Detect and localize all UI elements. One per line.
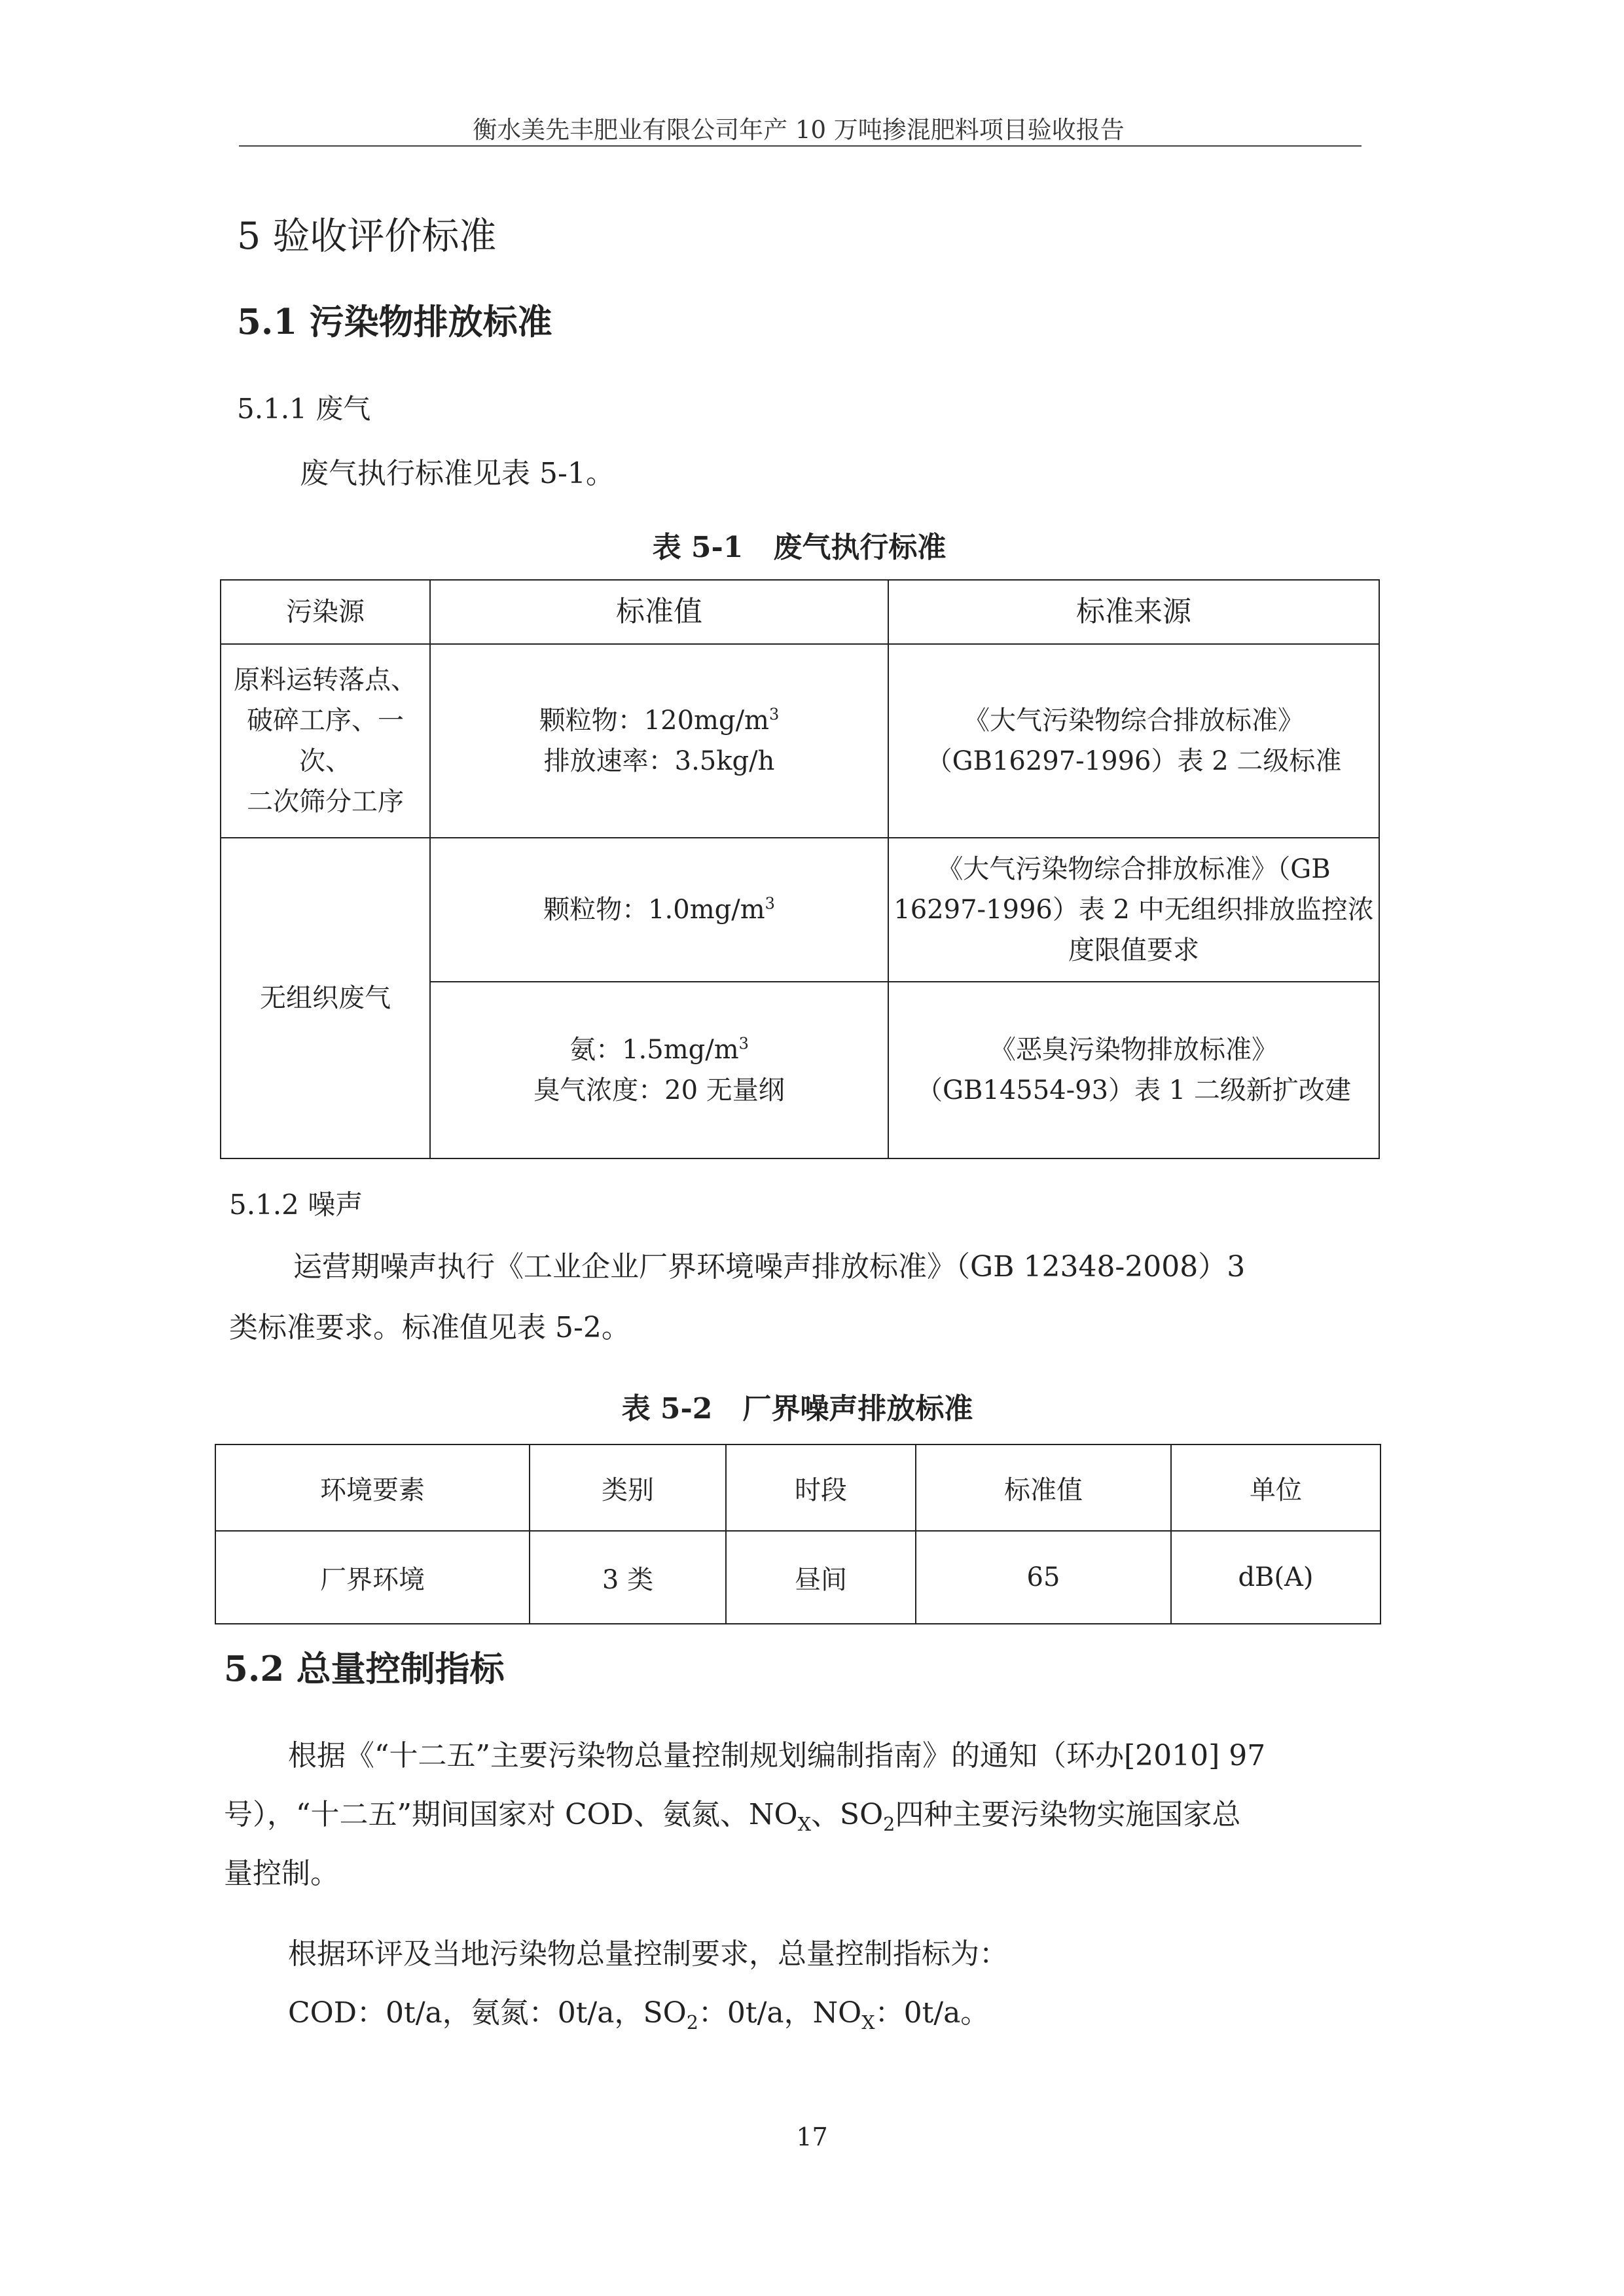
value-text: 颗粒物：1.0mg/m [543, 895, 765, 925]
text-run: ：0t/a，NO [698, 1996, 862, 2030]
superscript: 3 [769, 705, 780, 724]
subscript: 2 [686, 2011, 698, 2034]
table-header-cell: 标准值 [916, 1444, 1171, 1531]
subscript: X [797, 1812, 811, 1835]
text-run: 四种主要污染物实施国家总 [895, 1798, 1241, 1831]
standard-line: 《恶臭污染物排放标准》 [990, 1035, 1278, 1065]
section-5-1-title: 5.1 污染物排放标准 [237, 302, 552, 342]
text-run: 、SO [810, 1798, 884, 1831]
table-cell-value [430, 644, 888, 838]
table-5-2-caption-number: 表 5-2 [621, 1392, 713, 1426]
table-header-cell: 环境要素 [215, 1444, 530, 1531]
subsection-5-1-2-title: 5.1.2 噪声 [229, 1189, 363, 1221]
text-run: ：0t/a。 [875, 1996, 990, 2030]
table-cell-standard [888, 838, 1379, 982]
header-rule [239, 145, 1362, 147]
table-cell-value [430, 838, 888, 982]
superscript: 3 [738, 1034, 749, 1053]
table-cell-standard [888, 644, 1379, 838]
value-line [435, 1030, 884, 1070]
total-control-line-4: 根据环评及当地污染物总量控制要求，总量控制指标为： [288, 1937, 1008, 1971]
text-run: COD：0t/a，氨氮：0t/a，SO [288, 1996, 687, 2030]
noise-standard-table [215, 1444, 1381, 1624]
table-header-cell: 标准值 [430, 580, 888, 644]
table-5-2-caption [215, 1385, 1380, 1427]
noise-paragraph-line-1: 运营期噪声执行《工业企业厂界环境噪声排放标准》（GB 12348-2008）3 [293, 1250, 1246, 1283]
table-cell-source [221, 644, 430, 838]
table-cell-standard [888, 982, 1379, 1158]
waste-gas-intro: 废气执行标准见表 5-1。 [300, 457, 615, 490]
superscript: 3 [765, 894, 775, 913]
subscript: X [861, 2011, 875, 2034]
value-line [435, 700, 884, 741]
table-header-cell: 污染源 [221, 580, 430, 644]
value-line: 臭气浓度：20 无量纲 [533, 1075, 785, 1105]
table-5-1-caption-number: 表 5-1 [652, 531, 744, 564]
section-5-title: 5 验收评价标准 [237, 215, 497, 258]
text-run: 号），“十二五”期间国家对 COD、氨氮、NO [224, 1798, 798, 1831]
table-5-1-caption-text: 废气执行标准 [773, 531, 947, 564]
source-line: 原料运转落点、 [234, 665, 417, 695]
total-control-line-1: 根据《“十二五”主要污染物总量控制规划编制指南》的通知（环办[2010] 97 [288, 1739, 1266, 1772]
table-header-cell: 单位 [1171, 1444, 1380, 1531]
table-header-cell: 标准来源 [888, 580, 1379, 644]
table-cell-value [430, 982, 888, 1158]
table-5-2-caption-text: 厂界噪声排放标准 [742, 1392, 973, 1426]
standard-line: 16297-1996）表 2 中无组织排放监控浓 [893, 895, 1374, 925]
value-text: 氨：1.5mg/m [569, 1035, 739, 1065]
subscript: 2 [883, 1812, 895, 1835]
table-cell: 厂界环境 [215, 1531, 530, 1624]
table-cell: 3 类 [530, 1531, 726, 1624]
standard-line: （GB14554-93）表 1 二级新扩改建 [916, 1075, 1351, 1105]
running-header: 衡水美先丰肥业有限公司年产 10 万吨掺混肥料项目验收报告 [473, 116, 1125, 144]
table-5-1-caption [220, 524, 1379, 565]
noise-paragraph-line-2: 类标准要求。标准值见表 5-2。 [229, 1311, 630, 1344]
page-number: 17 [796, 2123, 828, 2151]
waste-gas-standard-table [220, 579, 1380, 1159]
section-5-2-title: 5.2 总量控制指标 [224, 1649, 505, 1689]
total-control-final-line [288, 1983, 989, 2043]
standard-line: 《大气污染物综合排放标准》 [964, 706, 1304, 736]
source-line: 二次筛分工序 [247, 787, 404, 817]
total-control-line-3: 量控制。 [224, 1857, 339, 1890]
standard-line: 《大气污染物综合排放标准》（GB [937, 854, 1331, 884]
table-header-cell: 时段 [726, 1444, 916, 1531]
table-header-cell: 类别 [530, 1444, 726, 1531]
standard-line: 度限值要求 [1068, 935, 1199, 965]
source-line: 破碎工序、一次、 [247, 706, 404, 776]
table-cell: 昼间 [726, 1531, 916, 1624]
table-cell: dB(A) [1171, 1531, 1380, 1624]
total-control-line-2 [224, 1785, 1240, 1845]
standard-line: （GB16297-1996）表 2 二级标准 [926, 746, 1342, 776]
table-cell: 65 [916, 1531, 1171, 1624]
value-line: 排放速率：3.5kg/h [543, 746, 775, 776]
subsection-5-1-1-title: 5.1.1 废气 [237, 393, 371, 425]
table-cell-source: 无组织废气 [221, 838, 430, 1158]
value-text: 颗粒物：120mg/m [539, 706, 769, 736]
